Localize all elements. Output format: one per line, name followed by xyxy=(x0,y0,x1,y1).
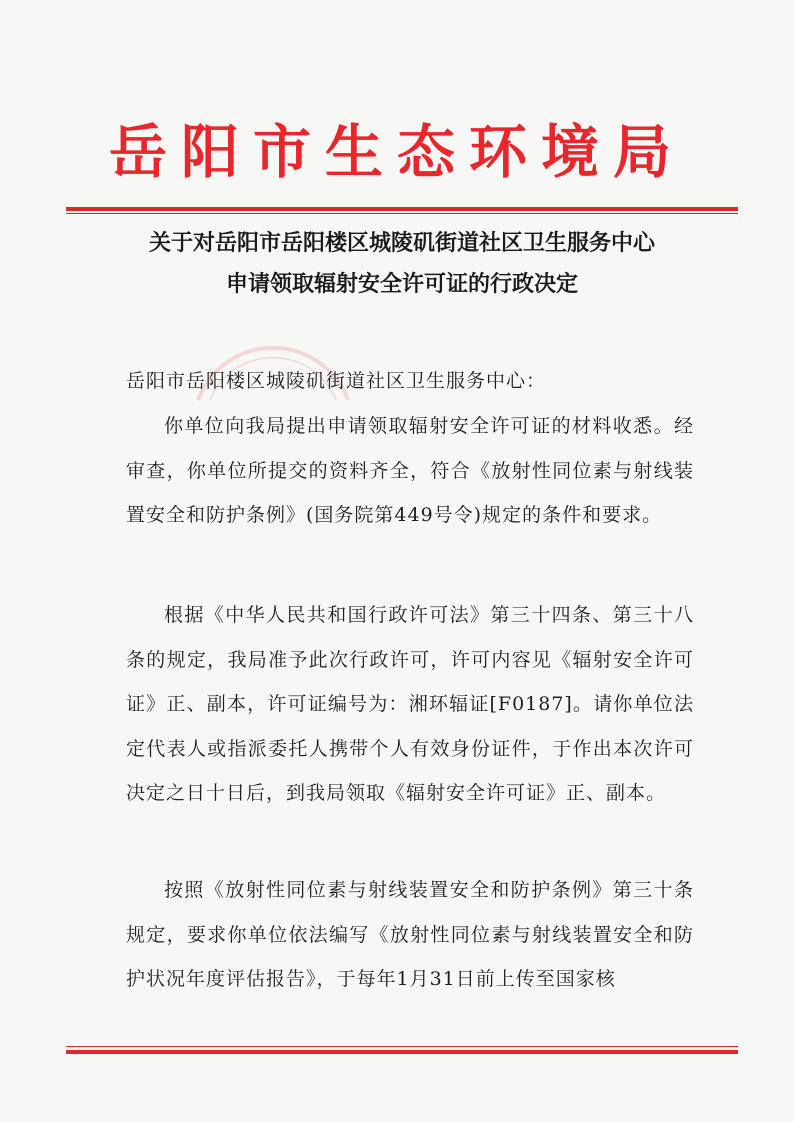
body-paragraph-3: 按照《放射性同位素与射线装置安全和防护条例》第三十条规定，要求你单位依法编写《放射性同位素与射线装置安全和防护状况年度评估报告》，于每年1月31日前上传至国家核 xyxy=(126,879,694,990)
salutation: 岳阳市岳阳楼区城陵矶街道社区卫生服务中心： xyxy=(126,370,547,392)
document-title-line2: 申请领取辐射安全许可证的行政决定 xyxy=(225,272,578,297)
footer-divider-thin xyxy=(66,1046,738,1047)
document-title-line1: 关于对岳阳市岳阳楼区城陵矶街道社区卫生服务中心 xyxy=(148,231,655,256)
body-paragraph-1: 你单位向我局提出申请领取辐射安全许可证的材料收悉。经审查，你单位所提交的资料齐全，符合《放射性同位素与射线装置安全和防护条例》(国务院第449号令)规定的条件和要求。 xyxy=(126,415,694,526)
header-divider-thin xyxy=(66,213,738,214)
agency-masthead: 岳阳市生态环境局 xyxy=(108,118,685,186)
header-divider-thick xyxy=(66,207,738,211)
footer-divider-thick xyxy=(66,1050,738,1054)
body-paragraph-2: 根据《中华人民共和国行政许可法》第三十四条、第三十八条的规定，我局准予此次行政许可，许可内容见《辐射安全许可证》正、副本，许可证编号为：湘环辐证[F0187]。请你单位法定代表人或指派委托人携带个人有效身份证件，于作出本次许可决定之日十日后，到我局领取《辐射安全许可证》正、副本。 xyxy=(126,604,694,804)
